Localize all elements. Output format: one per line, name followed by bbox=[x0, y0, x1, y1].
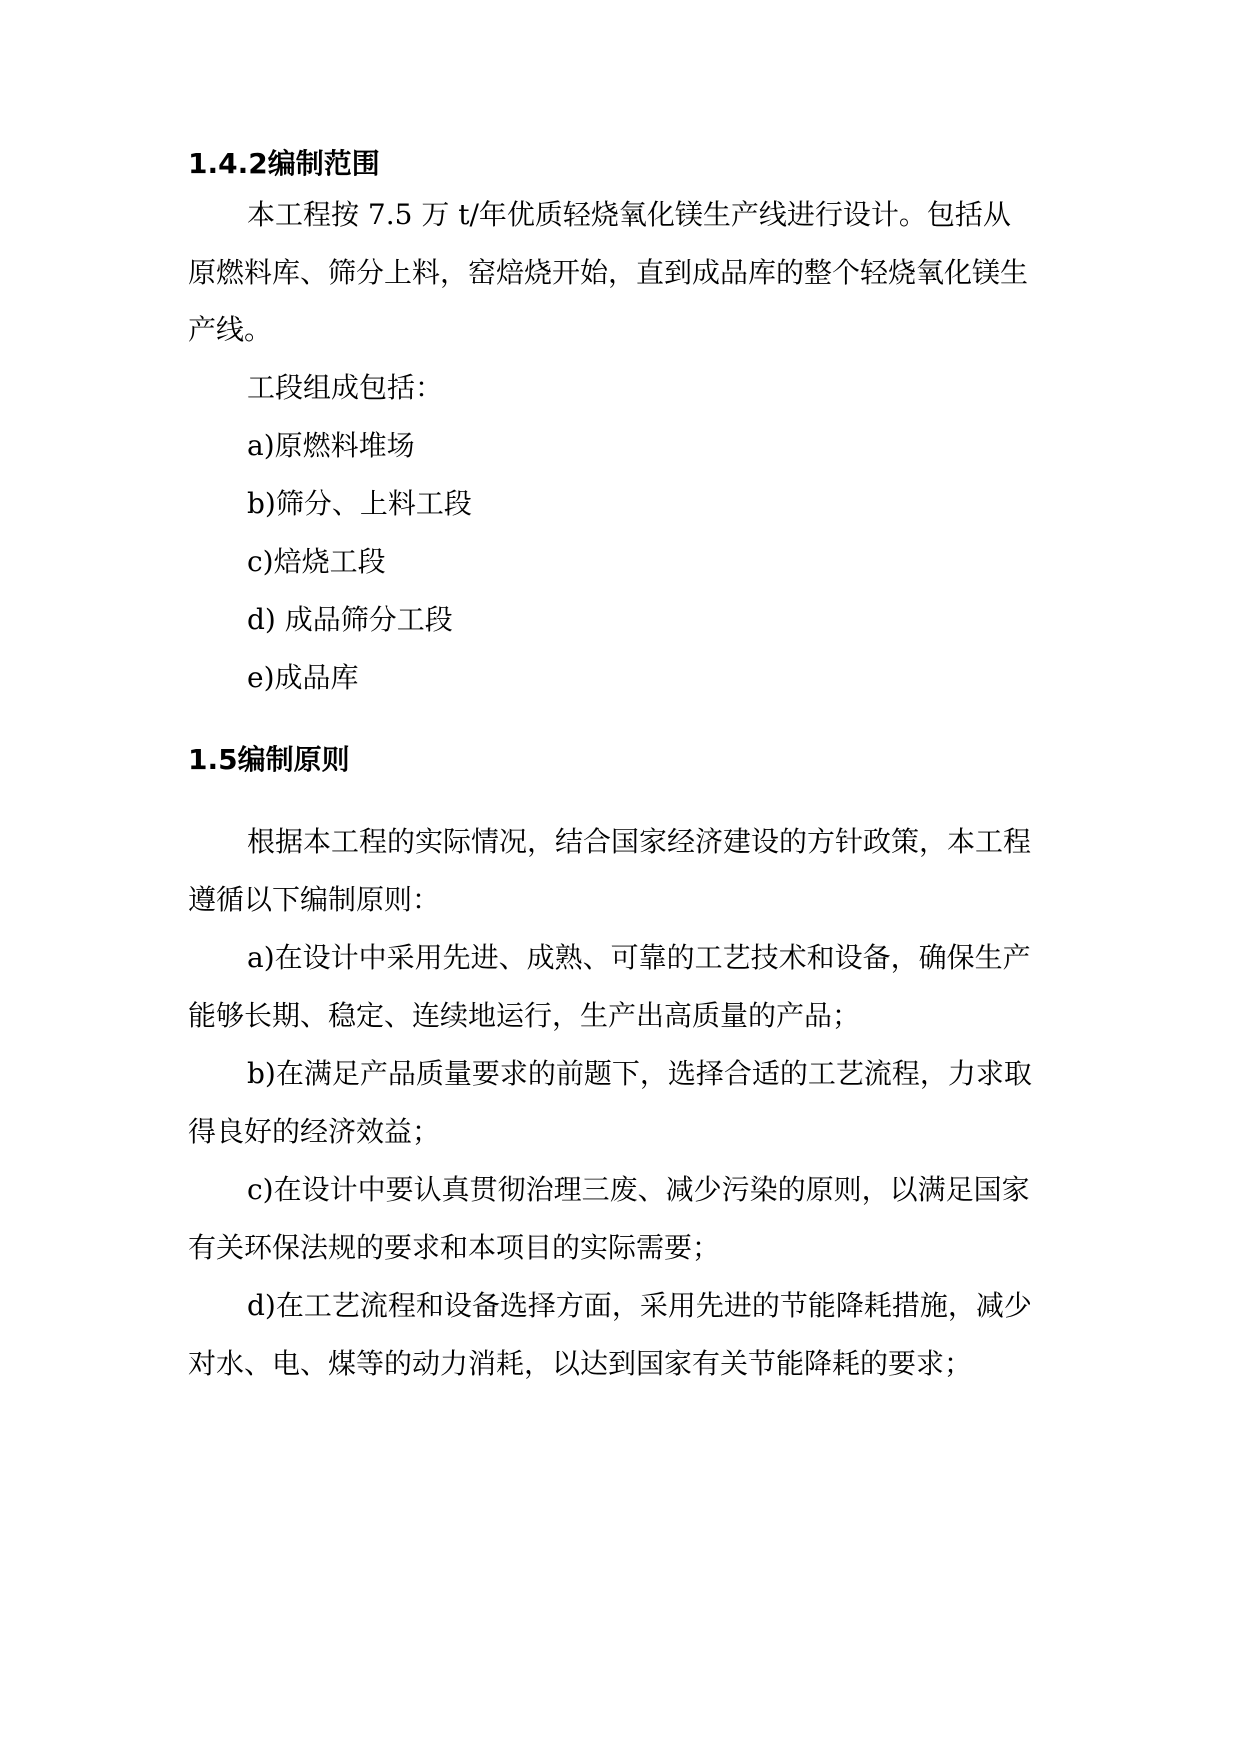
principle-line: 对水、电、煤等的动力消耗，以达到国家有关节能降耗的要求； bbox=[188, 1347, 973, 1380]
section-heading-1-5: 1.5编制原则 bbox=[188, 743, 350, 776]
principle-line: c)在设计中要认真贯彻治理三废、减少污染的原则，以满足国家 bbox=[247, 1173, 1030, 1206]
paragraph-line: 产线。 bbox=[188, 313, 273, 346]
sections-intro: 工段组成包括： bbox=[247, 371, 444, 404]
principle-line: b)在满足产品质量要求的前题下，选择合适的工艺流程，力求取 bbox=[247, 1057, 1032, 1090]
paragraph-line: 本工程按 7.5 万 t/年优质轻烧氧化镁生产线进行设计。包括从 bbox=[247, 198, 1011, 231]
section-heading-1-4-2: 1.4.2编制范围 bbox=[188, 147, 380, 180]
principle-line: a)在设计中采用先进、成熟、可靠的工艺技术和设备，确保生产 bbox=[247, 941, 1031, 974]
list-item: b)筛分、上料工段 bbox=[247, 487, 472, 520]
list-item: d) 成品筛分工段 bbox=[247, 603, 453, 636]
list-item: a)原燃料堆场 bbox=[247, 429, 415, 462]
paragraph-line: 原燃料库、筛分上料，窑焙烧开始，直到成品库的整个轻烧氧化镁生 bbox=[188, 256, 1029, 289]
paragraph-line: 遵循以下编制原则： bbox=[188, 883, 441, 916]
list-item: e)成品库 bbox=[247, 661, 359, 694]
principle-line: 有关环保法规的要求和本项目的实际需要； bbox=[188, 1231, 721, 1264]
paragraph-line: 根据本工程的实际情况，结合国家经济建设的方针政策，本工程 bbox=[247, 825, 1032, 858]
principle-line: 能够长期、稳定、连续地运行，生产出高质量的产品； bbox=[188, 999, 861, 1032]
list-item: c)焙烧工段 bbox=[247, 545, 386, 578]
principle-line: 得良好的经济效益； bbox=[188, 1115, 441, 1148]
principle-line: d)在工艺流程和设备选择方面，采用先进的节能降耗措施，减少 bbox=[247, 1289, 1032, 1322]
